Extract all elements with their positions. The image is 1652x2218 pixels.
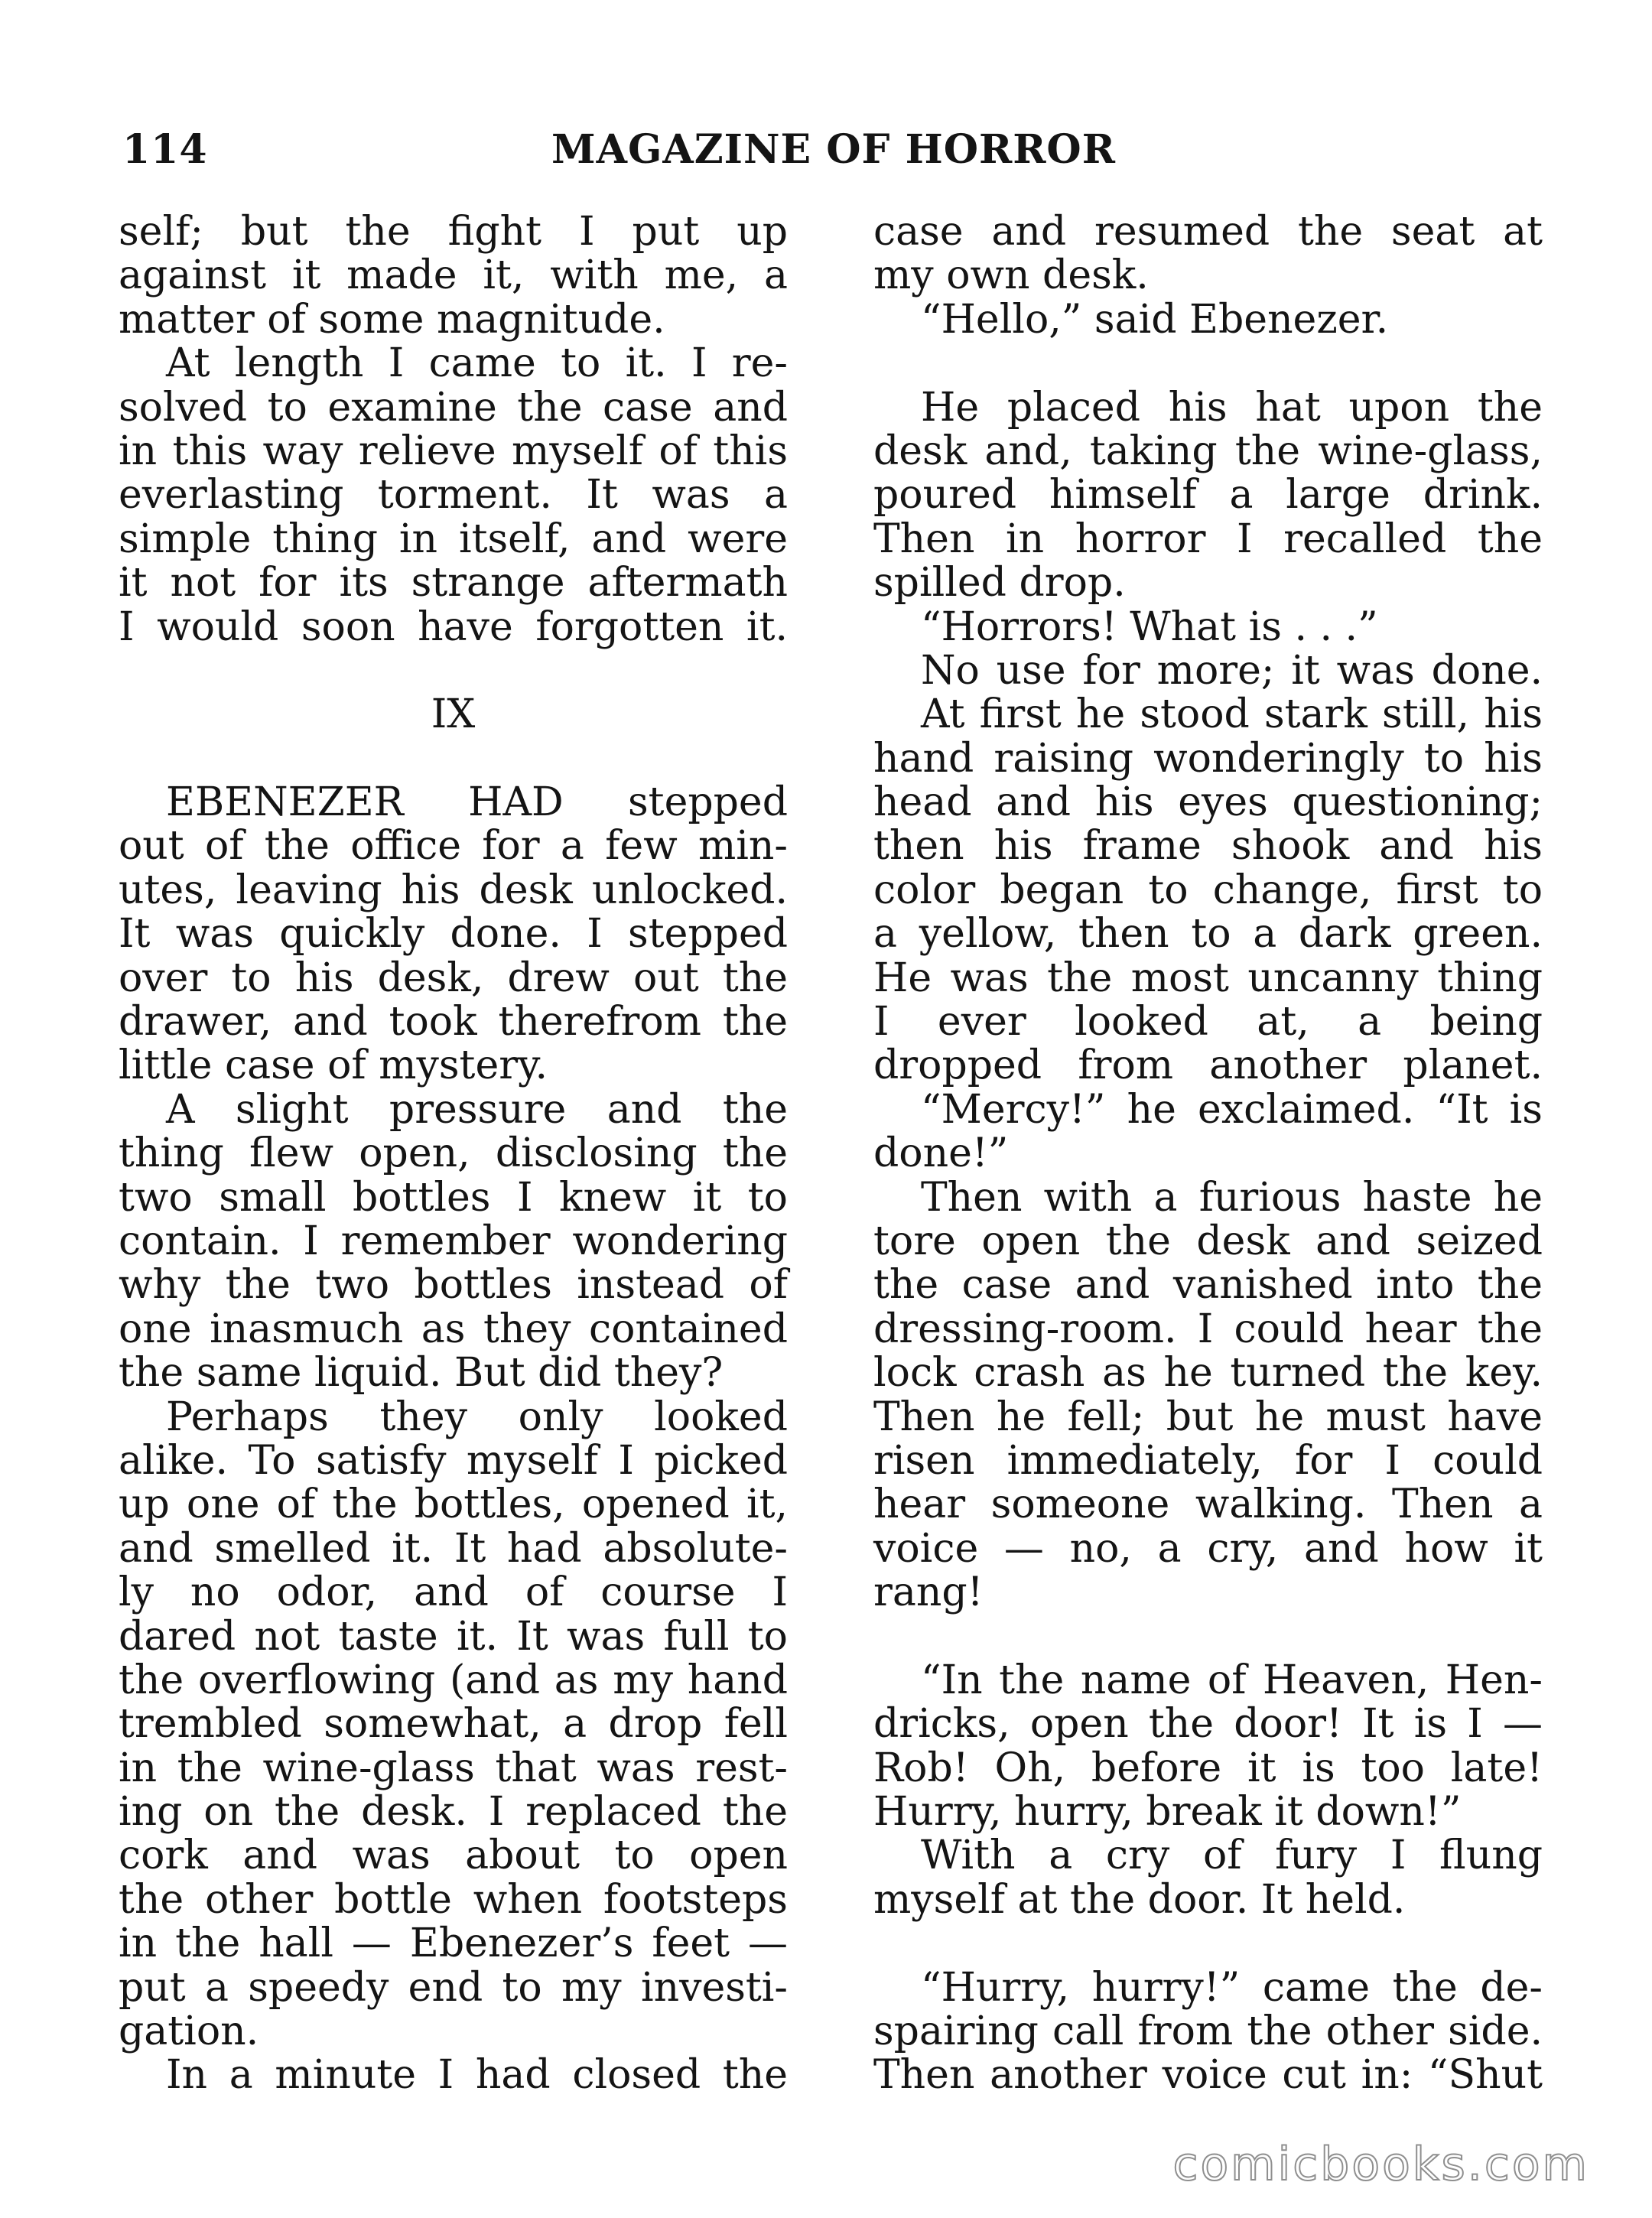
text-line: thing flew open, disclosing the <box>119 1130 788 1177</box>
text-line: over to his desk, drew out the <box>119 955 788 1001</box>
text-line: out of the office for a few min- <box>119 823 788 870</box>
text-line: lock crash as he turned the key. <box>873 1350 1543 1397</box>
text-line: against it made it, with me, a <box>119 252 788 299</box>
page-number: 114 <box>122 126 208 173</box>
running-header <box>122 126 1545 187</box>
text-line: and smelled it. It had absolute- <box>119 1525 788 1572</box>
text-line <box>873 342 1543 385</box>
text-line: simple thing in itself, and were <box>119 515 788 562</box>
text-line: “Hello,” said Ebenezer. <box>921 296 1389 343</box>
text-line: desk and, taking the wine-glass, <box>873 428 1543 474</box>
text-line: dropped from another planet. <box>873 1042 1543 1089</box>
text-line: I ever looked at, a being <box>873 999 1543 1046</box>
text-line: With a cry of fury I flung <box>921 1833 1543 1879</box>
text-line: hear someone walking. Then a <box>873 1481 1543 1528</box>
text-line: the same liquid. But did they? <box>119 1350 724 1397</box>
text-line: ly no odor, and of course I <box>119 1569 788 1616</box>
text-line: Then with a furious haste he <box>921 1174 1543 1221</box>
text-line: “Horrors! What is . . .” <box>921 603 1378 650</box>
text-line: At length I came to it. I re- <box>166 340 788 387</box>
text-line: in this way relieve myself of this <box>119 428 788 474</box>
text-line: utes, leaving his desk unlocked. <box>119 867 788 913</box>
text-line: spairing call from the other side. <box>873 2008 1543 2055</box>
text-line: “Hurry, hurry!” came the de- <box>921 1964 1543 2011</box>
text-line: the other bottle when footsteps <box>119 1876 788 1923</box>
text-line: Rob! Oh, before it is too late! <box>873 1745 1543 1791</box>
text-line: hand raising wonderingly to his <box>873 735 1543 782</box>
text-line: the case and vanished into the <box>873 1262 1543 1309</box>
text-line: dricks, open the door! It is I — <box>873 1701 1543 1748</box>
watermark: comicbooks.com <box>1172 2138 1589 2191</box>
text-line: spilled drop. <box>873 560 1126 607</box>
text-line: put a speedy end to my investi- <box>119 1964 788 2011</box>
text-line: Hurry, hurry, break it down!” <box>873 1789 1462 1836</box>
text-line: Perhaps they only looked <box>166 1394 788 1440</box>
text-line: tore open the desk and seized <box>873 1218 1543 1264</box>
text-line: dressing-room. I could hear the <box>873 1306 1543 1352</box>
text-line: my own desk. <box>873 252 1149 299</box>
text-line: Then he fell; but he must have <box>873 1394 1543 1440</box>
text-line: color began to change, first to <box>873 867 1543 913</box>
text-column-right <box>873 210 1543 2098</box>
text-line: then his frame shook and his <box>873 823 1543 870</box>
text-line: “In the name of Heaven, Hen- <box>921 1657 1543 1703</box>
text-line: cork and was about to open <box>119 1833 788 1879</box>
running-title: MAGAZINE OF HORROR <box>551 126 1116 173</box>
text-line: little case of mystery. <box>119 1042 548 1089</box>
text-line: in the wine-glass that was rest- <box>119 1745 788 1791</box>
text-line: gation. <box>119 2008 259 2055</box>
text-line <box>119 737 788 781</box>
text-line: ing on the desk. I replaced the <box>119 1789 788 1836</box>
text-line: At first he stood stark still, his <box>921 691 1543 738</box>
text-line: case and resumed the seat at <box>873 209 1543 255</box>
text-line: alike. To satisfy myself I picked <box>119 1437 788 1484</box>
text-line: He was the most uncanny thing <box>873 955 1543 1001</box>
text-line: rang! <box>873 1569 984 1616</box>
text-line <box>119 649 788 693</box>
text-line: a yellow, then to a dark green. <box>873 911 1543 958</box>
text-line: Then in horror I recalled the <box>873 515 1543 562</box>
section-heading: IX <box>431 691 476 738</box>
text-line <box>873 1615 1543 1659</box>
text-column-left <box>119 210 788 2098</box>
text-line: risen immediately, for I could <box>873 1437 1543 1484</box>
text-line: A slight pressure and the <box>166 1086 788 1133</box>
text-line: voice — no, a cry, and how it <box>873 1525 1543 1572</box>
text-line: solved to examine the case and <box>119 384 788 431</box>
text-line: I would soon have forgotten it. <box>119 603 788 650</box>
text-line: the overflowing (and as my hand <box>119 1657 788 1703</box>
text-line: “Mercy!” he exclaimed. “It is <box>921 1086 1543 1133</box>
text-line: why the two bottles instead of <box>119 1262 788 1309</box>
text-line: it not for its strange aftermath <box>119 560 788 607</box>
text-line: one inasmuch as they contained <box>119 1306 788 1352</box>
text-line: No use for more; it was done. <box>921 647 1543 694</box>
text-line: He placed his hat upon the <box>921 384 1543 431</box>
text-line: dared not taste it. It was full to <box>119 1613 788 1660</box>
text-line: contain. I remember wondering <box>119 1218 788 1264</box>
text-line: In a minute I had closed the <box>166 2052 788 2099</box>
text-line: poured himself a large drink. <box>873 472 1543 519</box>
text-line: myself at the door. It held. <box>873 1876 1406 1923</box>
text-line: matter of some magnitude. <box>119 296 665 343</box>
text-line: It was quickly done. I stepped <box>119 911 788 958</box>
text-line: self; but the fight I put up <box>119 209 788 255</box>
text-line: drawer, and took therefrom the <box>119 999 788 1046</box>
text-line: two small bottles I knew it to <box>119 1174 788 1221</box>
text-line: everlasting torment. It was a <box>119 472 788 519</box>
text-line: EBENEZER HAD stepped <box>166 779 788 826</box>
text-line <box>873 1922 1543 1966</box>
text-line: in the hall — Ebenezer’s feet — <box>119 1920 788 1967</box>
text-line: up one of the bottles, opened it, <box>119 1481 788 1528</box>
text-line: trembled somewhat, a drop fell <box>119 1701 788 1748</box>
text-line: Then another voice cut in: “Shut <box>873 2052 1543 2099</box>
text-line: done!” <box>873 1130 1009 1177</box>
text-line: head and his eyes questioning; <box>873 779 1543 826</box>
